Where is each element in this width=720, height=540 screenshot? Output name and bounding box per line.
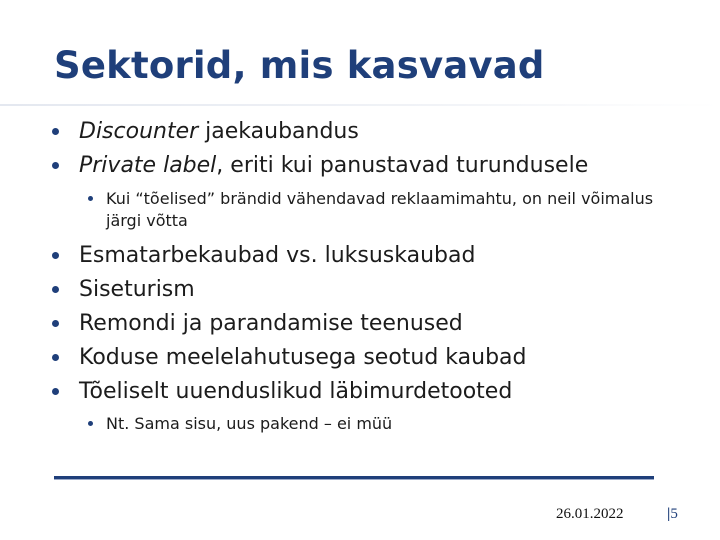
bullet-dot-icon	[52, 320, 59, 327]
bullet-emphasis: Discounter	[79, 119, 199, 144]
bullet-rest: jaekaubandus	[198, 119, 359, 144]
sub-bullet-dot-icon	[88, 196, 93, 201]
bullet-dot-icon	[52, 354, 59, 361]
sub-bullet-dot-icon	[88, 421, 93, 426]
bullet-emphasis: Private label	[79, 153, 217, 178]
bullet-text	[79, 152, 588, 180]
footer-divider-shadow	[54, 479, 654, 480]
bullet-text: Tõeliselt uuenduslikud läbimurdetooted	[79, 379, 513, 404]
sub-bullet-text: Nt. Sama sisu, uus pakend – ei müü	[106, 414, 393, 433]
slide-title: Sektorid, mis kasvavad	[54, 44, 545, 87]
bullet-text: Esmatarbekaubad vs. luksuskaubad	[79, 243, 476, 268]
page-number	[667, 506, 678, 523]
bullet-dot-icon	[52, 162, 59, 169]
sub-bullet-text: Kui “tõelised” brändid vähendavad reklaamimahtu, on neil võimalus järgi võtta	[106, 189, 654, 230]
bullet-text: Remondi ja parandamise teenused	[79, 311, 463, 336]
bullet-text: Siseturism	[79, 277, 195, 302]
footer-date: 26.01.2022	[556, 506, 624, 522]
bullet-dot-icon	[52, 388, 59, 395]
bullet-dot-icon	[52, 286, 59, 293]
bullet-text: Koduse meelelahutusega seotud kaubad	[79, 345, 527, 370]
bullet-text	[79, 118, 359, 146]
bullet-dot-icon	[52, 252, 59, 259]
page-number-value: 5	[670, 506, 678, 522]
page-separator: |	[667, 506, 671, 522]
bullet-dot-icon	[52, 128, 59, 135]
bullet-rest: , eriti kui panustavad turundusele	[216, 153, 589, 178]
